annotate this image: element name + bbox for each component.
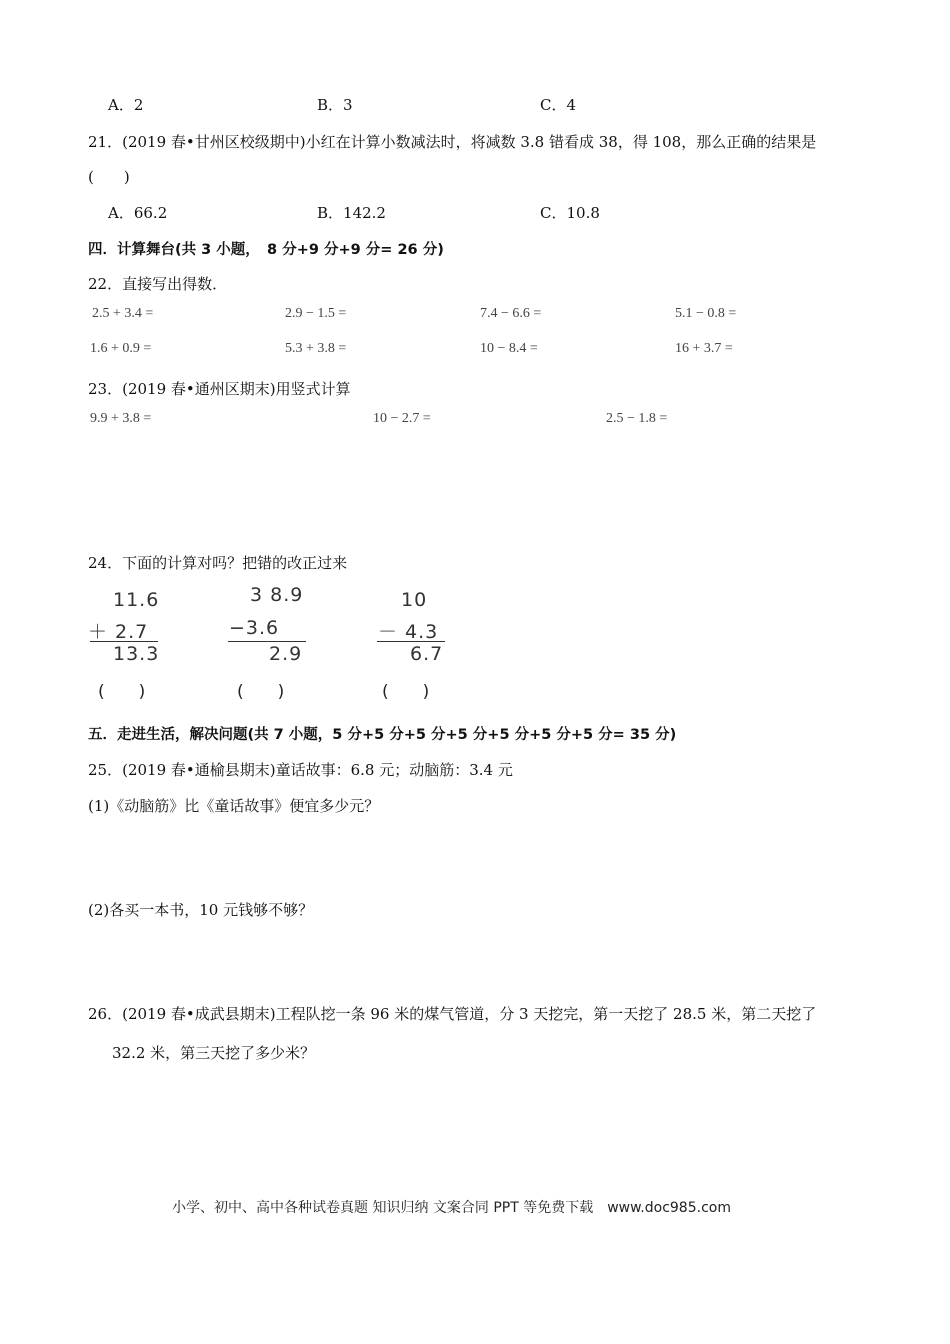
q23-expr: 10 − 2.7 =	[373, 411, 431, 426]
judgement-paren: ( )	[237, 682, 285, 702]
vertical-calc-line	[228, 641, 306, 642]
q25-title: 25．(2019 春•通榆县期末)童话故事：6.8 元；动脑筋：3.4 元	[88, 761, 513, 779]
q22-expr: 5.1 − 0.8 =	[675, 306, 737, 321]
judgement-paren: ( )	[382, 682, 430, 702]
q26-text-continued: 32.2 米，第三天挖了多少米？	[112, 1044, 316, 1062]
q23-title: 23．(2019 春•通州区期末)用竖式计算	[88, 380, 351, 398]
vertical-calc-line	[377, 641, 445, 642]
vertical-calc-operator: −3.6	[229, 617, 280, 639]
vertical-calc-result: 6.7	[410, 643, 444, 665]
vertical-calc-line	[90, 641, 158, 642]
q26-text: 26．(2019 春•成武县期末)工程队挖一条 96 米的煤气管道，分 3 天挖完，第一天挖了 28.5 米，第二天挖了	[88, 1005, 817, 1023]
q20-option-c: C．4	[540, 96, 577, 114]
q21-answer-paren: ( )	[88, 168, 130, 186]
q22-expr: 16 + 3.7 =	[675, 341, 733, 356]
q23-expr: 9.9 + 3.8 =	[90, 411, 152, 426]
q22-expr: 5.3 + 3.8 =	[285, 341, 347, 356]
page-footer: 小学、初中、高中各种试卷真题 知识归纳 文案合同 PPT 等免费下载 www.doc985.com	[172, 1200, 731, 1216]
vertical-calc-top: 10	[401, 589, 428, 611]
q20-option-a: A．2	[108, 96, 144, 114]
q21-option-c: C．10.8	[540, 204, 600, 222]
q25-sub-question-1: (1)《动脑筋》比《童话故事》便宜多少元？	[88, 797, 380, 815]
q23-expr: 2.5 − 1.8 =	[606, 411, 668, 426]
q22-expr: 7.4 − 6.6 =	[480, 306, 542, 321]
q22-expr: 10 − 8.4 =	[480, 341, 538, 356]
q24-title: 24．下面的计算对吗？把错的改正过来	[88, 554, 348, 572]
vertical-calc-top: 3 8.9	[250, 584, 304, 606]
q25-sub-question-2: (2)各买一本书，10 元钱够不够？	[88, 901, 314, 919]
q21-option-a: A．66.2	[108, 204, 168, 222]
q22-expr: 1.6 + 0.9 =	[90, 341, 152, 356]
section-5-title: 五．走进生活，解决问题(共 7 小题，5 分+5 分+5 分+5 分+5 分+5 分+5 分= 35 分)	[88, 727, 677, 743]
q20-option-b: B．3	[317, 96, 353, 114]
q21-text: 21．(2019 春•甘州区校级期中)小红在计算小数减法时，将减数 3.8 错看成 38，得 108，那么正确的结果是	[88, 133, 817, 151]
vertical-calc-result: 2.9	[269, 643, 303, 665]
vertical-calc-result: 13.3	[113, 643, 160, 665]
vertical-calc-top: 11.6	[113, 589, 160, 611]
vertical-calc-operator: ＋ 2.7	[88, 621, 149, 643]
q22-expr: 2.9 − 1.5 =	[285, 306, 347, 321]
q21-option-b: B．142.2	[317, 204, 386, 222]
q22-title: 22．直接写出得数．	[88, 275, 228, 293]
vertical-calc-operator: － 4.3	[378, 621, 439, 643]
q22-expr: 2.5 + 3.4 =	[92, 306, 154, 321]
judgement-paren: ( )	[98, 682, 146, 702]
section-4-title: 四．计算舞台(共 3 小题， 8 分+9 分+9 分= 26 分)	[88, 242, 444, 258]
